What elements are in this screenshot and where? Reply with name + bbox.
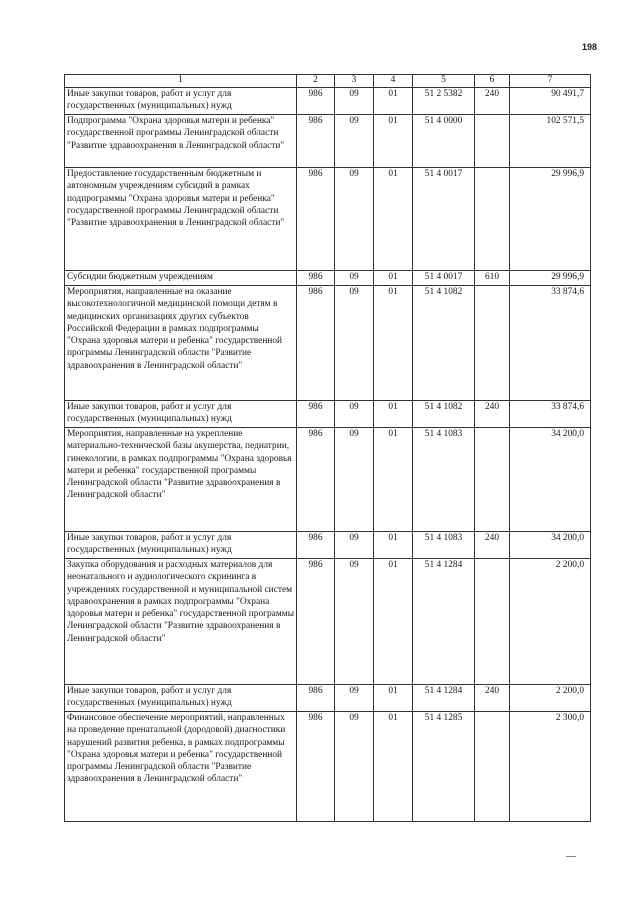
item-name-cell: Субсидии бюджетным учреждениям [65,271,297,286]
header-cell: 6 [475,75,510,88]
item-name-cell: Иные закупки товаров, работ и услуг для государственных (муниципальных) нужд [65,532,297,559]
target-article-cell: 51 4 0000 [413,115,475,168]
expense-type-cell [475,168,510,271]
header-row [65,75,591,88]
expense-type-cell: 240 [475,401,510,428]
target-article-cell: 51 4 1083 [413,532,475,559]
table-row [65,428,591,532]
target-article-cell: 51 4 1285 [413,712,475,822]
item-name-cell: Иные закупки товаров, работ и услуг для государственных (муниципальных) нужд [65,401,297,428]
table-row [65,286,591,401]
ministry-code-cell: 986 [297,168,335,271]
table-row [65,685,591,712]
expense-type-cell: 240 [475,685,510,712]
section-code-cell: 09 [335,271,374,286]
table-row [65,271,591,286]
item-name-cell: Иные закупки товаров, работ и услуг для государственных (муниципальных) нужд [65,685,297,712]
item-name-cell: Подпрограмма "Охрана здоровья матери и ребенка" государственной программы Ленинградской области "Развитие здравоохранения в Ленинградской области" [65,115,297,168]
item-name-cell: Закупка оборудования и расходных материалов для неонатального и аудиологического скрининга в учреждениях государственной и муниципальной систем здравоохранения в рамках подпрограммы "Охрана здоровья матери и ребенка" государственной программы Ленинградской области "Развитие здравоохранения в Ленинградской области" [65,559,297,685]
expense-type-cell: 240 [475,532,510,559]
subsection-code-cell: 01 [374,271,413,286]
amount-cell: 2 300,0 [510,712,591,822]
table-row [65,88,591,115]
ministry-code-cell: 986 [297,115,335,168]
amount-cell: 29 996,9 [510,271,591,286]
target-article-cell: 51 4 0017 [413,168,475,271]
header-cell: 1 [65,75,297,88]
section-code-cell: 09 [335,685,374,712]
target-article-cell: 51 4 0017 [413,271,475,286]
ministry-code-cell: 986 [297,428,335,532]
item-name-cell: Финансовое обеспечение мероприятий, направленных на проведение пренатальной (дородовой) диагностики нарушений развития ребенка, в рамках подпрограммы "Охрана здоровья матери и ребенка" государственной программы Ленинградской области "Развитие здравоохранения в Ленинградской области" [65,712,297,822]
ministry-code-cell: 986 [297,286,335,401]
item-name-cell: Иные закупки товаров, работ и услуг для государственных (муниципальных) нужд [65,88,297,115]
section-code-cell: 09 [335,428,374,532]
amount-cell: 29 996,9 [510,168,591,271]
amount-cell: 90 491,7 [510,88,591,115]
section-code-cell: 09 [335,712,374,822]
section-code-cell: 09 [335,168,374,271]
section-code-cell: 09 [335,532,374,559]
expense-type-cell [475,559,510,685]
subsection-code-cell: 01 [374,712,413,822]
subsection-code-cell: 01 [374,685,413,712]
table-row [65,532,591,559]
expense-type-cell [475,712,510,822]
ministry-code-cell: 986 [297,559,335,685]
scan-mark [566,856,576,857]
header-cell: 2 [297,75,335,88]
expense-type-cell: 240 [475,88,510,115]
item-name-cell: Предоставление государственным бюджетным и автономным учреждениям субсидий в рамках подпрограммы "Охрана здоровья матери и ребенка" государственной программы Ленинградской области "Развитие здравоохранения в Ленинградской области" [65,168,297,271]
header-cell: 7 [510,75,591,88]
subsection-code-cell: 01 [374,115,413,168]
subsection-code-cell: 01 [374,559,413,685]
subsection-code-cell: 01 [374,532,413,559]
ministry-code-cell: 986 [297,712,335,822]
amount-cell: 34 200,0 [510,428,591,532]
target-article-cell: 51 4 1083 [413,428,475,532]
ministry-code-cell: 986 [297,401,335,428]
ministry-code-cell: 986 [297,88,335,115]
amount-cell: 102 571,5 [510,115,591,168]
ministry-code-cell: 986 [297,271,335,286]
table-row [65,115,591,168]
subsection-code-cell: 01 [374,286,413,401]
section-code-cell: 09 [335,88,374,115]
amount-cell: 2 200,0 [510,559,591,685]
target-article-cell: 51 2 5382 [413,88,475,115]
amount-cell: 33 874,6 [510,401,591,428]
expense-type-cell [475,428,510,532]
item-name-cell: Мероприятия, направленные на укрепление материально-технической базы акушерства, педиатрии, гинекологии, в рамках подпрограммы "Охрана здоровья матери и ребенка" государственной программы Ленинградской области "Развитие здравоохранения в Ленинградской области" [65,428,297,532]
expense-type-cell [475,115,510,168]
target-article-cell: 51 4 1284 [413,685,475,712]
expense-type-cell [475,286,510,401]
amount-cell: 33 874,6 [510,286,591,401]
table-row [65,559,591,685]
section-code-cell: 09 [335,115,374,168]
amount-cell: 2 200,0 [510,685,591,712]
header-cell: 5 [413,75,475,88]
target-article-cell: 51 4 1284 [413,559,475,685]
target-article-cell: 51 4 1082 [413,401,475,428]
section-code-cell: 09 [335,401,374,428]
target-article-cell: 51 4 1082 [413,286,475,401]
amount-cell: 34 200,0 [510,532,591,559]
table-row [65,712,591,822]
section-code-cell: 09 [335,559,374,685]
subsection-code-cell: 01 [374,428,413,532]
table-row [65,401,591,428]
header-cell: 3 [335,75,374,88]
subsection-code-cell: 01 [374,168,413,271]
subsection-code-cell: 01 [374,401,413,428]
item-name-cell: Мероприятия, направленные на оказание высокотехнологичной медицинской помощи детям в медицинских организациях других субъектов Российской Федерации в рамках подпрограммы "Охрана здоровья матери и ребенка" государственной программы Ленинградской области "Развитие здравоохранения в Ленинградской области" [65,286,297,401]
table-row [65,168,591,271]
ministry-code-cell: 986 [297,685,335,712]
budget-table [64,74,591,822]
section-code-cell: 09 [335,286,374,401]
page-number: 198 [582,42,598,52]
header-cell: 4 [374,75,413,88]
ministry-code-cell: 986 [297,532,335,559]
subsection-code-cell: 01 [374,88,413,115]
expense-type-cell: 610 [475,271,510,286]
